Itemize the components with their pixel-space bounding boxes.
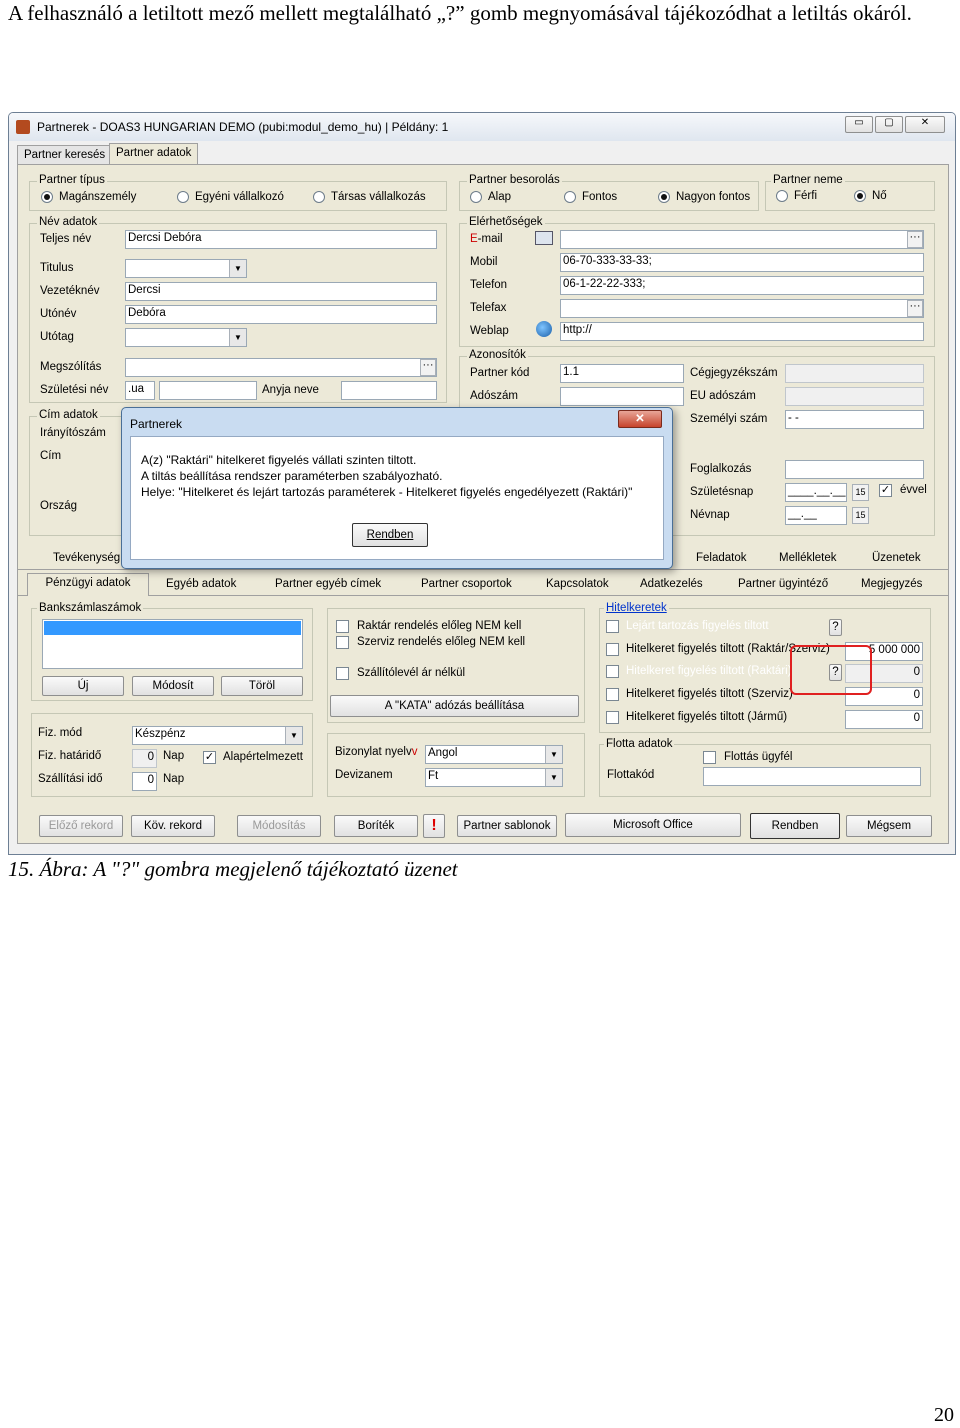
szemelyi-szam-input[interactable]: - - [785,410,924,429]
szuletesnap-label: Születésnap [690,486,754,498]
raktar-eloleg-checkbox[interactable] [336,620,349,633]
teljes-nev-input[interactable]: Dercsi Debóra [125,230,437,249]
radio-label: Társas vállalkozás [331,191,426,203]
partner-kod-label: Partner kód [470,367,530,379]
szuletesnap-input[interactable]: ____.__.__ [785,483,847,502]
mobil-label: Mobil [470,256,498,268]
partner-kod-input[interactable]: 1.1 [560,364,684,383]
tab-megjegyzes[interactable]: Megjegyzés [861,578,923,590]
telefon-label: Telefon [470,279,508,291]
vezeteknev-label: Vezetéknév [40,285,100,297]
tab-kapcsolatok[interactable]: Kapcsolatok [546,578,609,590]
bizonylat-nyelv-mark: v [411,746,418,758]
boritek-button[interactable]: Boríték [334,815,418,837]
modosit-button[interactable]: Módosít [132,676,214,696]
radio-label: Férfi [794,190,817,202]
hitelkeret-value-input[interactable]: 0 [845,687,923,706]
envelope-icon[interactable] [535,231,553,245]
hitelkeret-value-input[interactable]: 0 [845,710,923,729]
tab-partner-csoportok[interactable]: Partner csoportok [421,578,512,590]
ellipsis-icon[interactable]: ··· [420,359,436,376]
window-title: Partnerek - DOAS3 HUNGARIAN DEMO (pubi:modul_demo_hu) | Példány: 1 [37,120,449,134]
szerviz-eloleg-checkbox[interactable] [336,636,349,649]
radio-tarsas[interactable] [313,191,325,203]
eu-adoszam-label: EU adószám [690,390,756,402]
elerhetosegek-title: Elérhetőségek [469,216,543,228]
fiz-hatarido-label: Fiz. határidő [38,750,102,762]
cim-adatok-title: Cím adatok [39,409,98,421]
email-label [470,233,503,245]
radio-fontos[interactable] [564,191,576,203]
dialog-title: Partnerek [130,417,183,431]
chevron-down-icon[interactable]: ▼ [229,260,246,277]
hitelkeret-checkbox[interactable] [606,665,619,678]
tab-mellekletek[interactable]: Mellékletek [779,552,837,564]
szallitolevel-checkbox[interactable] [336,667,349,680]
bank-list-selected-row[interactable] [44,621,301,635]
devizanem-select[interactable]: Ft [425,768,563,787]
cim-label: Cím [40,450,62,462]
microsoft-office-button[interactable]: Microsoft Office [565,813,741,837]
uj-button[interactable]: Új [42,676,124,696]
dialog-line-1: A(z) "Raktári" hitelkeret figyelés vállati szinten tiltott. [141,453,417,467]
dialog-close-icon[interactable]: ✕ [618,410,662,428]
email-input[interactable] [560,230,924,249]
kov-rekord-button[interactable]: Köv. rekord [131,815,215,837]
utotag-select[interactable] [125,328,247,347]
anyja-neve-label: Anyja neve [262,384,319,396]
szallitasi-ido-input[interactable]: 0 [132,772,157,791]
hitelkeret-row-label: Hitelkeret figyelés tiltott (Szerviz) [626,688,793,700]
highlight-box [790,645,872,695]
nev-adatok-title: Név adatok [39,216,98,228]
devizanem-label: Devizanem [335,769,393,781]
radio-label: Alap [488,191,512,203]
alapertelmezett-label: Alapértelmezett [223,751,303,763]
nap-label: Nap [163,773,185,785]
page-number: 20 [934,1404,954,1426]
tab-partner-adatok[interactable]: Partner adatok [109,143,198,165]
partner-sablonok-button[interactable]: Partner sablonok [457,815,557,837]
tab-adatkezeles[interactable]: Adatkezelés [640,578,703,590]
hitelkeret-row-label: Hitelkeret figyelés tiltott (Raktár/Szerviz) [626,643,830,655]
szemelyi-szam-label: Személyi szám [690,413,768,425]
warning-icon[interactable]: ! [423,814,445,838]
szuletesi-nev-label: Születési név [40,384,109,396]
partner-besorolas-title: Partner besorolás [469,174,560,186]
elozo-rekord-button[interactable]: Előző rekord [39,815,123,837]
teljes-nev-label: Teljes név [40,233,92,245]
tab-egyeb-adatok[interactable]: Egyéb adatok [166,578,237,590]
tab-partner-egyeb-cimek[interactable]: Partner egyéb címek [275,578,382,590]
close-button[interactable]: ✕ [905,116,945,133]
orszag-label: Ország [40,500,78,512]
partner-neme-title: Partner neme [773,174,843,186]
hitelkeret-checkbox[interactable] [606,620,619,633]
tab-partner-kereses[interactable]: Partner keresés [17,145,112,165]
megszolitas-input[interactable] [125,358,437,377]
evvel-checkbox[interactable]: ✓ [880,484,891,496]
cegjegyzekszam-label: Cégjegyzékszám [690,367,778,379]
help-question-button[interactable]: ? [829,619,842,636]
foglalkozas-input[interactable] [785,460,924,479]
tab-penzugyi-adatok[interactable]: Pénzügyi adatok [27,573,149,596]
evvel-label: évvel [900,484,927,496]
bizonylat-nyelv-label [335,746,417,758]
modositas-button[interactable]: Módosítás [237,815,321,837]
chevron-down-icon[interactable]: ▼ [229,329,246,346]
cegjegyzekszam-input[interactable] [785,364,924,383]
hitelkeret-title-link[interactable]: Hitelkeretek [606,602,667,614]
nap-label: Nap [163,750,185,762]
telefax-input[interactable] [560,299,924,318]
radio-alap[interactable] [470,191,482,203]
eu-adoszam-input[interactable] [785,387,924,406]
titulus-label: Titulus [40,262,74,274]
radio-label: Magánszemély [59,191,137,203]
titulus-select[interactable] [125,259,247,278]
weblap-label: Weblap [470,325,509,337]
radio-ferfi[interactable] [776,190,788,202]
raktar-eloleg-label: Raktár rendelés előleg NEM kell [357,620,522,632]
megszolitas-label: Megszólítás [40,361,102,373]
szuletesi-nev-input[interactable] [159,381,257,400]
radio-no[interactable] [854,190,866,202]
radio-label: Nagyon fontos [676,191,751,203]
bizonylat-nyelv-select[interactable]: Angol [425,745,563,764]
mobil-input[interactable]: 06-70-333-33-33; [560,253,924,272]
tab-tevekenyseg[interactable]: Tevékenység [53,552,121,564]
dialog-ok-button[interactable]: Rendben [352,523,428,547]
bank-list[interactable] [42,619,303,669]
figure-caption: 15. Ábra: A "?" gombra megjelenő tájékoztató üzenet [8,857,458,881]
azonositok-title: Azonosítók [469,349,526,361]
fiz-mod-label: Fiz. mód [38,727,83,739]
radio-maganszemely[interactable] [41,191,53,203]
flottakod-label: Flottakód [607,769,655,781]
maximize-button[interactable]: ▢ [875,116,903,133]
intro-paragraph: A felhasználó a letiltott mező mellett megtalálható „?” gomb megnyomásával tájékozódhat a letiltás okáról. [8,1,912,25]
telefax-label: Telefax [470,302,507,314]
alapertelmezett-checkbox[interactable]: ✓ [204,751,215,763]
flottakod-input[interactable] [703,767,921,786]
calendar-icon[interactable]: 15 [852,484,869,501]
utonev-label: Utónév [40,308,77,320]
message-dialog [121,407,673,569]
email-label-first: E [470,233,478,245]
dialog-body [130,436,664,560]
torol-button[interactable]: Töröl [221,676,303,696]
szallitolevel-label: Szállítólevél ár nélkül [357,667,466,679]
dialog-line-3: Helye: "Hitelkeret és lejárt tartozás paraméterek - Hitelkeret figyelés engedélyezett (Raktári)" [141,485,633,499]
email-label-rest: -mail [477,233,503,245]
calendar-icon[interactable]: 15 [852,507,869,524]
nevnap-input[interactable]: __.__ [785,506,847,525]
foglalkozas-label: Foglalkozás [690,463,752,475]
partner-tipus-title: Partner típus [39,174,105,186]
title-bar [9,113,955,141]
hitelkeret-checkbox[interactable] [606,643,619,656]
rendben-button[interactable]: Rendben [750,813,840,839]
chevron-down-icon[interactable]: ▼ [545,746,562,763]
radio-label: Fontos [582,191,618,203]
radio-nagyon-fontos[interactable] [658,191,670,203]
utonev-input[interactable]: Debóra [125,305,437,324]
hitelkeret-checkbox[interactable] [606,711,619,724]
radio-label: Nő [872,190,887,202]
chevron-down-icon[interactable]: ▼ [545,769,562,786]
bank-title: Bankszámlaszámok [39,602,142,614]
szallitasi-ido-label: Szállítási idő [38,773,103,785]
telefon-input[interactable]: 06-1-22-22-333; [560,276,924,295]
globe-icon[interactable] [536,321,552,337]
vezeteknev-input[interactable]: Dercsi [125,282,437,301]
weblap-input[interactable]: http:// [560,322,924,341]
anyja-neve-input[interactable] [341,381,437,400]
adoszam-input[interactable] [560,387,684,406]
partner-window [8,112,956,855]
tab-feladatok[interactable]: Feladatok [696,552,747,564]
megsem-button[interactable]: Mégsem [846,815,932,837]
utotag-label: Utótag [40,331,74,343]
szerviz-eloleg-label: Szerviz rendelés előleg NEM kell [357,636,526,648]
hitelkeret-value-input[interactable]: 5 000 000 [845,642,923,661]
ellipsis-icon[interactable]: ··· [907,231,923,248]
flottas-ugyfel-checkbox[interactable] [703,751,716,764]
fiz-hatarido-input[interactable]: 0 [132,749,157,768]
app-icon [16,120,30,134]
chevron-down-icon[interactable]: ▼ [285,727,302,744]
radio-egyeni[interactable] [177,191,189,203]
hitelkeret-row-label: Hitelkeret figyelés tiltott (Raktári) [626,665,792,677]
hitelkeret-value-input[interactable]: 0 [845,664,923,683]
bizonylat-group [327,733,585,797]
hitelkeret-checkbox[interactable] [606,688,619,701]
adoszam-label: Adószám [470,390,518,402]
ellipsis-icon[interactable]: ··· [907,300,923,317]
tab-partner-ugyintezo[interactable]: Partner ügyintéző [738,578,829,590]
help-question-button[interactable]: ? [829,664,842,681]
hitelkeret-row-label: Lejárt tartozás figyelés tiltott [626,620,769,632]
minimize-button[interactable]: ▭ [845,116,873,133]
bizonylat-nyelv-text: Bizonylat nyelv [335,746,412,758]
flotta-title: Flotta adatok [606,738,673,750]
hitelkeret-row-label: Hitelkeret figyelés tiltott (Jármű) [626,711,788,723]
kata-button[interactable]: A "KATA" adózás beállítása [330,695,579,717]
fiz-mod-select[interactable]: Készpénz [132,726,303,745]
dialog-line-2: A tiltás beállítása rendszer paraméterben szabályozható. [141,469,443,483]
nevnap-label: Névnap [690,509,730,521]
radio-label: Egyéni vállalkozó [195,191,284,203]
flottas-ugyfel-label: Flottás ügyfél [724,751,793,763]
szuletesi-prefix-input[interactable]: .ua [125,381,155,400]
iranyitoszam-label: Irányítószám [40,427,106,439]
tab-uzenetek[interactable]: Üzenetek [872,552,921,564]
